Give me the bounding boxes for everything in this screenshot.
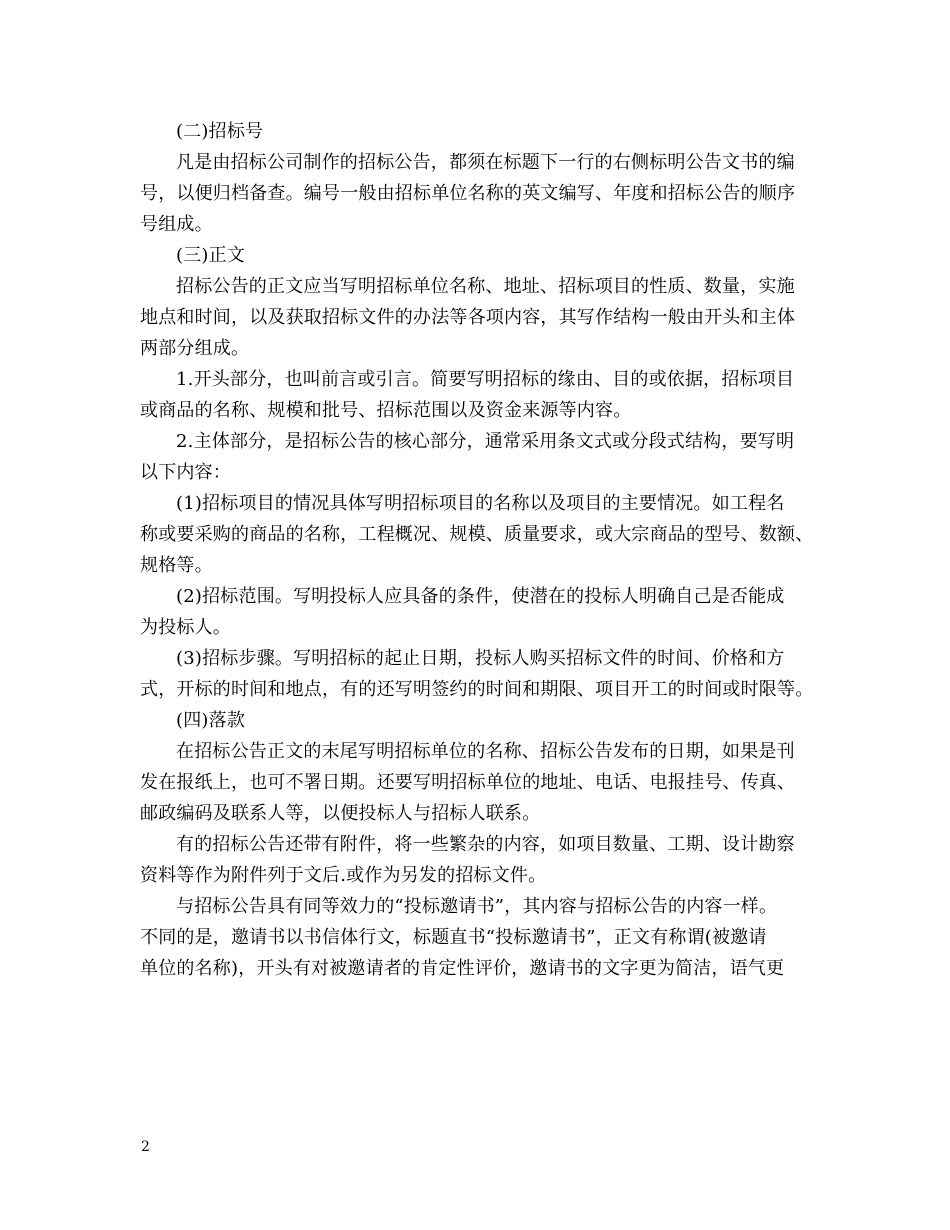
text-line: 以下内容：: [140, 462, 231, 483]
text-line: 凡是由招标公司制作的招标公告，都须在标题下一行的右侧标明公告文书的编: [176, 152, 795, 173]
text-line: 为投标人。: [140, 617, 231, 638]
text-line: (二)招标号: [176, 121, 264, 142]
text-line: 地点和时间，以及获取招标文件的办法等各项内容，其写作结构一般由开头和主体: [140, 307, 796, 328]
text-line: (四)落款: [176, 710, 246, 731]
text-line: (1)招标项目的情况具体写明招标项目的名称以及项目的主要情况。如工程名: [176, 493, 785, 514]
text-line: 有的招标公告还带有附件，将一些繁杂的内容，如项目数量、工期、设计勘察: [176, 834, 795, 855]
text-line: 或商品的名称、规模和批号、招标范围以及资金来源等内容。: [140, 400, 632, 421]
text-line: 号组成。: [140, 214, 213, 235]
text-line: 在招标公告正文的末尾写明招标单位的名称、招标公告发布的日期，如果是刊: [176, 741, 795, 762]
text-line: 单位的名称)，开头有对被邀请者的肯定性评价，邀请书的文字更为简洁，语气更: [140, 958, 785, 979]
text-line: 不同的是，邀请书以书信体行文，标题直书“投标邀请书”，正文有称谓(被邀请: [140, 927, 767, 948]
text-line: 2.主体部分，是招标公告的核心部分，通常采用条文式或分段式结构，要写明: [176, 431, 795, 452]
page-number: 2: [141, 1139, 150, 1155]
text-line: 式，开标的时间和地点，有的还写明签约的时间和期限、项目开工的时间或时限等。: [140, 679, 814, 700]
text-line: (三)正文: [176, 245, 246, 266]
text-line: 1.开头部分，也叫前言或引言。简要写明招标的缘由、目的或依据，招标项目: [176, 369, 795, 390]
text-line: 招标公告的正文应当写明招标单位名称、地址、招标项目的性质、数量，实施: [176, 276, 795, 297]
text-line: 发在报纸上，也可不署日期。还要写明招标单位的地址、电话、电报挂号、传真、: [140, 772, 796, 793]
text-line: (2)招标范围。写明投标人应具备的条件，使潜在的投标人明确自己是否能成: [176, 586, 785, 607]
text-line: 邮政编码及联系人等，以便投标人与招标人联系。: [140, 803, 541, 824]
text-line: 资料等作为附件列于文后.或作为另发的招标文件。: [140, 865, 547, 886]
text-line: 规格等。: [140, 555, 213, 576]
text-line: 称或要采购的商品的名称，工程概况、规模、质量要求，或大宗商品的型号、数额、: [140, 524, 814, 545]
text-line: (3)招标步骤。写明招标的起止日期，投标人购买招标文件的时间、价格和方: [176, 648, 785, 669]
document-body: [140, 116, 830, 984]
text-line: 两部分组成。: [140, 338, 250, 359]
text-line: 号，以便归档备查。编号一般由招标单位名称的英文编写、年度和招标公告的顺序: [140, 183, 796, 204]
text-line: 与招标公告具有同等效力的“投标邀请书”，其内容与招标公告的内容一样。: [176, 896, 778, 917]
